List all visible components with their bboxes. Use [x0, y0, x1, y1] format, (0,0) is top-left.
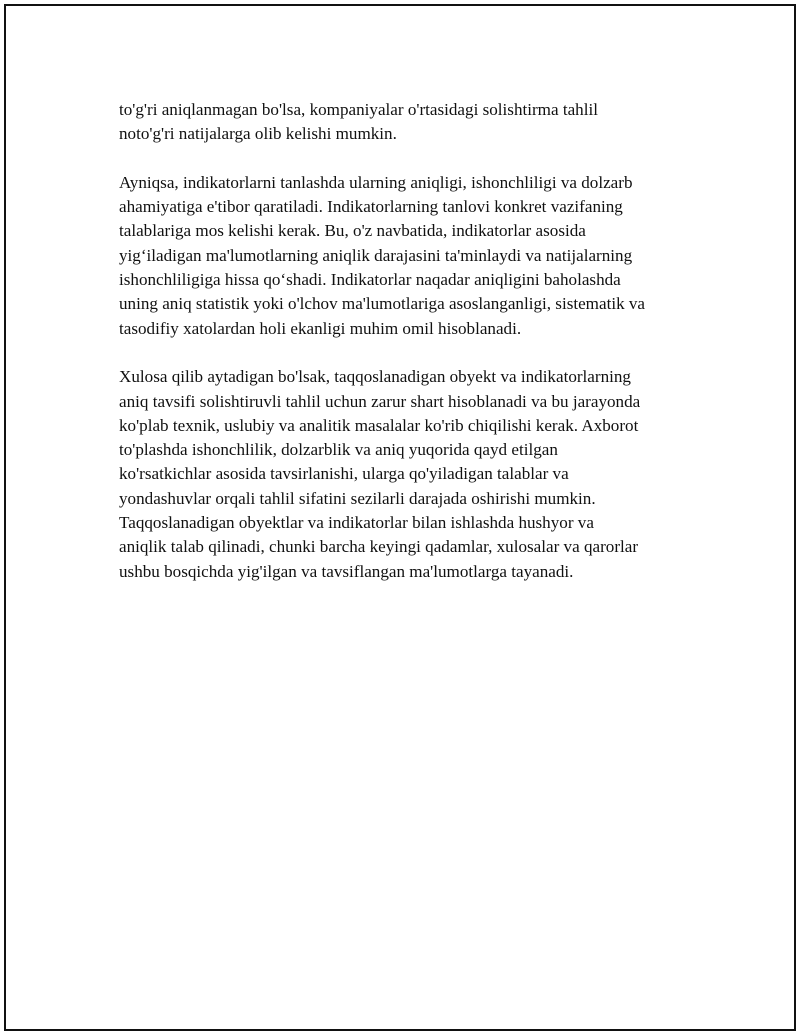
paragraph-1	[119, 98, 704, 147]
text-line: yig‘iladigan ma'lumotlarning aniqlik darajasini ta'minlaydi va natijalarning	[119, 245, 633, 265]
text-line: Taqqoslanadigan obyektlar va indikatorlar bilan ishlashda hushyor va	[119, 513, 594, 533]
text-line: yondashuvlar orqali tahlil sifatini sezilarli darajada oshirishi mumkin.	[119, 488, 596, 508]
text-line: aniq tavsifi solishtiruvli tahlil uchun zarur shart hisoblanadi va bu jarayonda	[119, 391, 641, 411]
text-line: aniqlik talab qilinadi, chunki barcha keyingi qadamlar, xulosalar va qarorlar	[119, 537, 639, 557]
paragraph-2	[119, 171, 704, 341]
text-line: noto'g'ri natijalarga olib kelishi mumkin.	[119, 124, 397, 144]
text-line: Xulosa qilib aytadigan bo'lsak, taqqoslanadigan obyekt va indikatorlarning	[119, 367, 631, 387]
text-line: ishonchliligiga hissa qo‘shadi. Indikatorlar naqadar aniqligini baholashda	[119, 270, 621, 290]
text-line: tasodifiy xatolardan holi ekanligi muhim omil hisoblanadi.	[119, 318, 522, 338]
paragraph-3	[119, 365, 704, 584]
text-line: ushbu bosqichda yig'ilgan va tavsiflangan ma'lumotlarga tayanadi.	[119, 561, 574, 581]
text-line: ahamiyatiga e'tibor qaratiladi. Indikatorlarning tanlovi konkret vazifaning	[119, 197, 623, 217]
text-line: talablariga mos kelishi kerak. Bu, o'z navbatida, indikatorlar asosida	[119, 221, 586, 241]
text-line: Ayniqsa, indikatorlarni tanlashda ularning aniqligi, ishonchliligi va dolzarb	[119, 172, 633, 192]
page-frame	[4, 4, 796, 1031]
text-line: uning aniq statistik yoki o'lchov ma'lumotlariga asoslanganligi, sistematik va	[119, 294, 646, 314]
document-body	[119, 98, 704, 608]
text-line: to'plashda ishonchlilik, dolzarblik va aniq yuqorida qayd etilgan	[119, 440, 558, 460]
text-line: ko'rsatkichlar asosida tavsirlanishi, ularga qo'yiladigan talablar va	[119, 464, 569, 484]
text-line: to'g'ri aniqlanmagan bo'lsa, kompaniyalar o'rtasidagi solishtirma tahlil	[119, 100, 598, 119]
text-line: ko'plab texnik, uslubiy va analitik masalalar ko'rib chiqilishi kerak. Axborot	[119, 415, 639, 435]
